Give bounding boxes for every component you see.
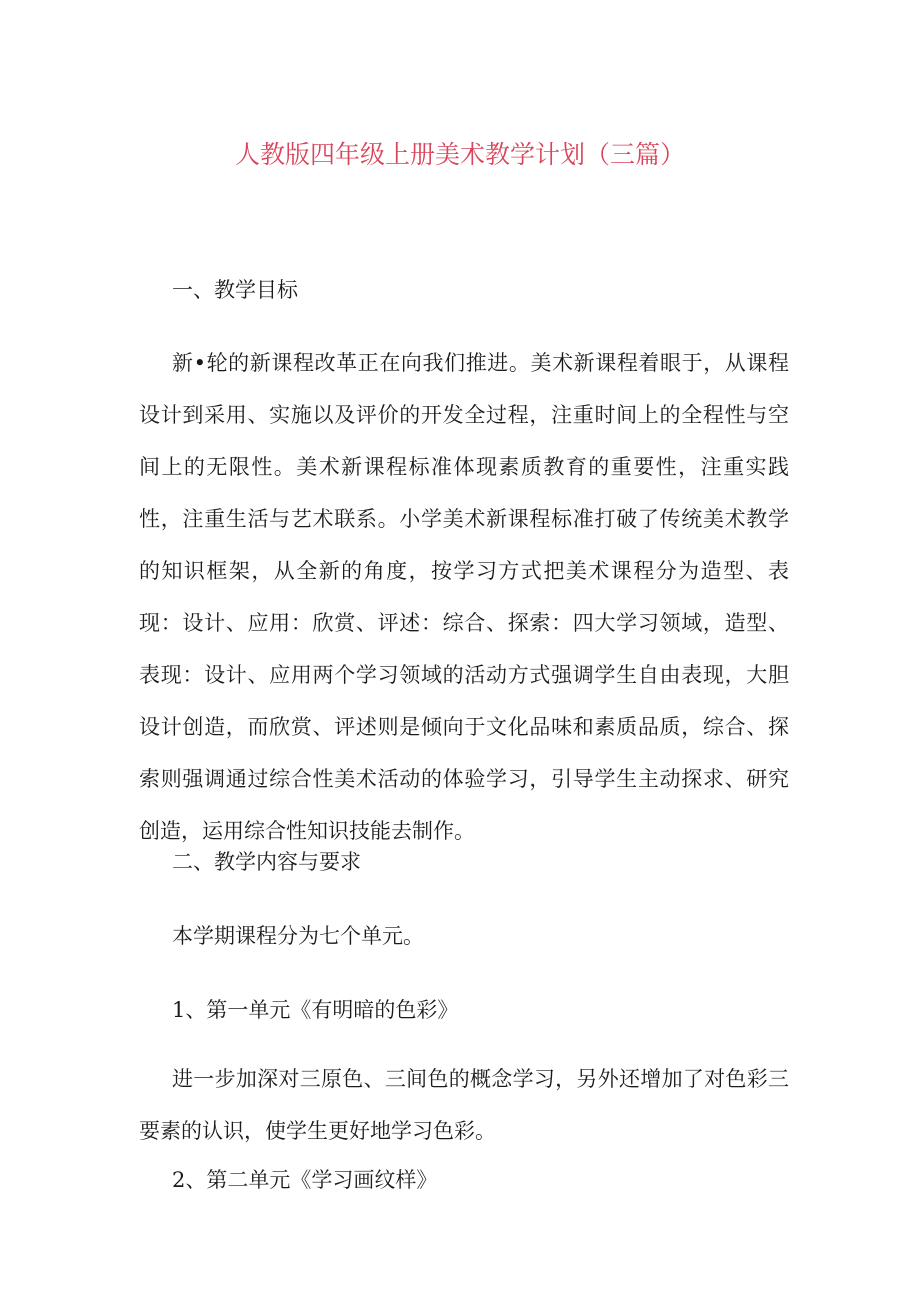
content-intro: 本学期课程分为七个单元。 xyxy=(172,924,424,948)
document-title: 人教版四年级上册美术教学计划（三篇） xyxy=(234,140,685,169)
unit-1-paragraph: 进一步加深对三原色、三间色的概念学习，另外还增加了对色彩三要素的认识，使学生更好地学习色彩。 xyxy=(139,1067,789,1143)
unit-heading-1: 1、第一单元《有明暗的色彩》 xyxy=(172,998,459,1022)
section-heading-content: 二、教学内容与要求 xyxy=(172,850,361,874)
objectives-paragraph: 新•轮的新课程改革正在向我们推进。美术新课程着眼于，从课程设计到采用、实施以及评价的开发全过程，注重时间上的全程性与空间上的无限性。美术新课程标准体现素质教育的重要性，注重实践性，注重生活与艺术联系。小学美术新课程标准打破了传统美术教学的知识框架，从全新的角度，按学习方式把美术课程分为造型、表现：设计、应用：欣赏、评述：综合、探索：四大学习领域，造型、表现：设计、应用两个学习领域的活动方式强调学生自由表现，大胆设计创造，而欣赏、评述则是倾向于文化品味和素质品质，综合、探索则强调通过综合性美术活动的体验学习，引导学生主动探求、研究创造，运用综合性知识技能去制作。 xyxy=(139,351,789,843)
unit-heading-2: 2、第二单元《学习画纹样》 xyxy=(172,1168,438,1192)
section-heading-objectives: 一、教学目标 xyxy=(172,278,298,302)
